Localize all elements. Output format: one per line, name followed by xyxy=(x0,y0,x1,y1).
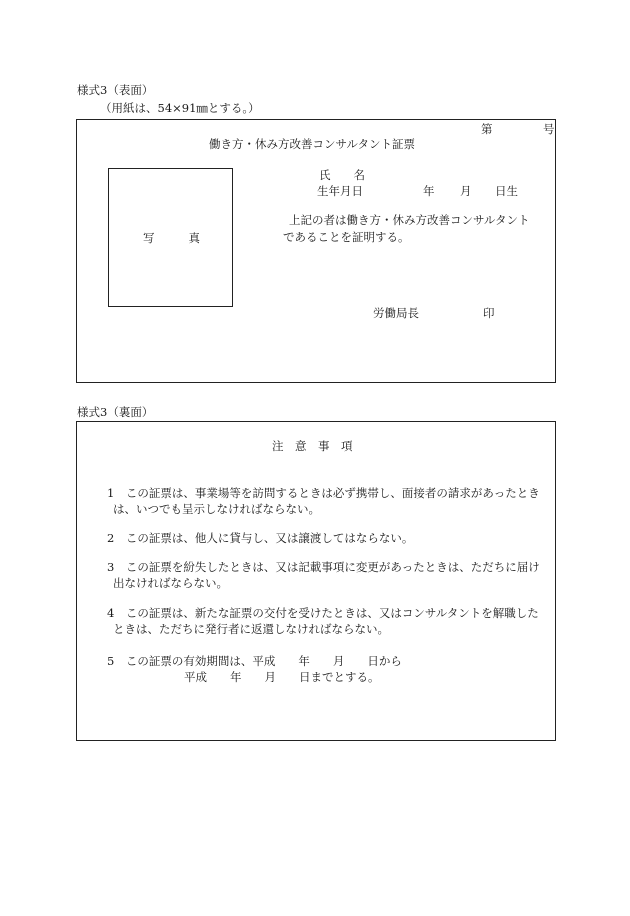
certificate-title: 働き方・休み方改善コンサルタント証票 xyxy=(209,137,415,151)
certification-text-line-1: 上記の者は働き方・休み方改善コンサルタント xyxy=(289,213,530,227)
birth-year-unit: 年 xyxy=(423,184,435,198)
note-item-5-line-1: 5 この証票の有効期間は、平成 年 月 日から xyxy=(107,654,402,668)
certificate-number-label: 第 xyxy=(481,122,493,136)
note-item-1-line-2: は、いつでも呈示しなければならない。 xyxy=(113,502,320,516)
notes-title: 注 意 事 項 xyxy=(272,439,353,453)
note-item-4-line-1: 4 この証票は、新たな証票の交付を受けたときは、又はコンサルタントを解職した xyxy=(107,606,539,620)
certificate-back-card xyxy=(76,421,556,741)
name-label: 氏 名 xyxy=(319,168,365,182)
note-item-3-line-1: 3 この証票を紛失したときは、又は記載事項に変更があったときは、ただちに届け xyxy=(107,560,540,574)
front-heading: 様式3（表面） xyxy=(77,83,154,97)
back-heading: 様式3（裏面） xyxy=(77,405,154,419)
certificate-front-card xyxy=(76,119,556,383)
photo-label-char-2: 真 xyxy=(188,231,200,245)
note-item-4-line-2: ときは、ただちに発行者に返還しなければならない。 xyxy=(113,622,389,636)
birth-month-unit: 月 xyxy=(460,184,472,198)
certification-text-line-2: であることを証明する。 xyxy=(283,230,410,244)
note-item-1-line-1: 1 この証票は、事業場等を訪問するときは必ず携帯し、面接者の請求があったとき xyxy=(107,486,540,500)
birth-date-label: 生年月日 xyxy=(317,184,363,198)
photo-label xyxy=(143,233,200,245)
note-item-2: 2 この証票は、他人に貸与し、又は譲渡してはならない。 xyxy=(107,531,414,545)
paper-size-note: （用紙は、54×91㎜とする。） xyxy=(100,101,260,115)
issuer-label: 労働局長 xyxy=(373,306,419,320)
certificate-number-suffix: 号 xyxy=(543,122,555,136)
seal-label: 印 xyxy=(483,306,495,320)
photo-area xyxy=(108,168,233,307)
photo-label-char-1: 写 xyxy=(143,231,155,245)
note-item-3-line-2: 出なければならない。 xyxy=(113,576,228,590)
birth-day-unit: 日生 xyxy=(495,184,518,198)
note-item-5-line-2: 平成 年 月 日までとする。 xyxy=(184,670,380,684)
